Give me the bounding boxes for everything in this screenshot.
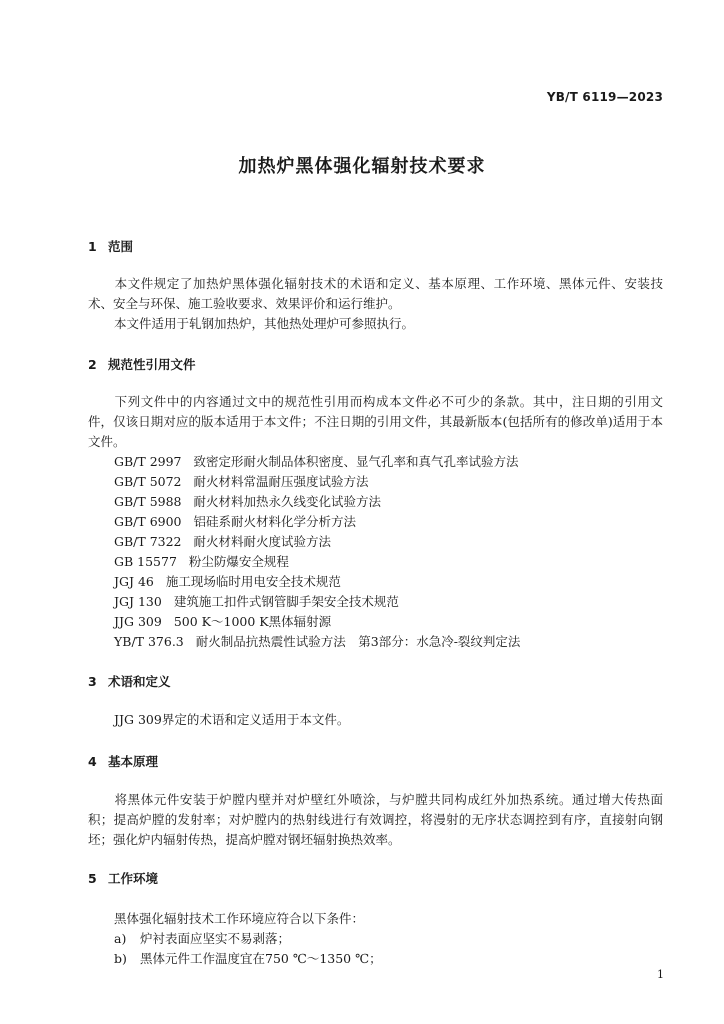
standard-code: YB/T 6119—2023 [546,90,663,104]
section-number: 2 [88,357,97,372]
reference-item [114,472,369,490]
section-title: 工作环境 [108,871,159,886]
reference-code: JGJ 46 [114,574,154,589]
reference-item [114,592,399,610]
reference-code: JGJ 130 [114,594,162,609]
page-number: 1 [657,968,664,981]
paragraph-text: 本文件规定了加热炉黑体强化辐射技术的术语和定义、基本原理、工作环境、黑体元件、安装技术、安全与环保、施工验收要求、效果评价和运行维护。 [88,276,663,311]
list-marker: b) [114,951,127,966]
reference-code: GB/T 5988 [114,494,182,509]
section-title: 基本原理 [108,754,159,769]
list-marker: a) [114,931,127,946]
reference-code: GB/T 7322 [114,534,182,549]
list-item [114,949,382,967]
section-1-paragraph-2 [88,314,663,334]
section-3-heading [88,672,171,690]
list-text: 炉衬表面应坚实不易剥落； [140,931,291,946]
section-1-paragraph-1 [88,274,663,314]
reference-title: 施工现场临时用电安全技术规范 [165,574,341,589]
list-text: 黑体元件工作温度宜在750 ℃～1350 ℃； [140,951,382,966]
paragraph-text: 将黑体元件安装于炉膛内壁并对炉壁红外喷涂，与炉膛共同构成红外加热系统。通过增大传热面积；提高炉膛的发射率；对炉膛内的热射线进行有效调控，将漫射的无序状态调控到有序，直接射向钢坯；强化炉内辐射传热，提高炉膛对钢坯辐射换热效率。 [88,792,663,847]
reference-item [114,552,289,570]
reference-title: 耐火制品抗热震性试验方法 第3部分：水急冷-裂纹判定法 [195,634,521,649]
section-4-paragraph [88,790,663,850]
list-item [114,929,290,947]
reference-code: YB/T 376.3 [114,634,184,649]
reference-title: 粉尘防爆安全规程 [188,554,289,569]
section-2-heading [88,355,196,373]
section-1-heading [88,237,133,255]
reference-item [114,512,356,530]
document-title: 加热炉黑体强化辐射技术要求 [238,156,486,177]
reference-title: 铝硅系耐火材料化学分析方法 [193,514,357,529]
section-number: 4 [88,754,97,769]
section-3-paragraph [88,710,663,730]
reference-code: GB/T 5072 [114,474,182,489]
paragraph-text: 下列文件中的内容通过文中的规范性引用而构成本文件必不可少的条款。其中，注日期的引用文件，仅该日期对应的版本适用于本文件；不注日期的引用文件，其最新版本(包括所有的修改单)适用于本文件。 [88,394,663,449]
section-number: 3 [88,674,97,689]
reference-title: 耐火材料常温耐压强度试验方法 [193,474,369,489]
reference-code: JJG 309 [114,614,162,629]
section-2-intro [88,392,663,452]
reference-item [114,632,520,650]
reference-title: 500 K～1000 K黑体辐射源 [173,614,332,629]
reference-item [114,532,331,550]
paragraph-text: 本文件适用于轧钢加热炉，其他热处理炉可参照执行。 [114,316,415,331]
reference-code: GB/T 2997 [114,454,182,469]
section-5-heading [88,869,158,887]
reference-code: GB 15577 [114,554,177,569]
section-title: 范围 [108,239,134,254]
reference-item [114,452,519,470]
section-number: 1 [88,239,97,254]
section-number: 5 [88,871,97,886]
reference-item [114,492,381,510]
reference-item [114,572,341,590]
reference-title: 耐火材料加热永久线变化试验方法 [193,494,382,509]
reference-code: GB/T 6900 [114,514,182,529]
reference-title: 耐火材料耐火度试验方法 [193,534,332,549]
reference-title: 建筑施工扣件式钢管脚手架安全技术规范 [173,594,399,609]
section-5-intro: 黑体强化辐射技术工作环境应符合以下条件： [114,911,365,926]
section-4-heading [88,752,158,770]
section-title: 规范性引用文件 [108,357,196,372]
reference-title: 致密定形耐火制品体积密度、显气孔率和真气孔率试验方法 [193,454,519,469]
reference-item [114,612,331,630]
section-title: 术语和定义 [108,674,171,689]
paragraph-text: JJG 309界定的术语和定义适用于本文件。 [114,712,350,727]
